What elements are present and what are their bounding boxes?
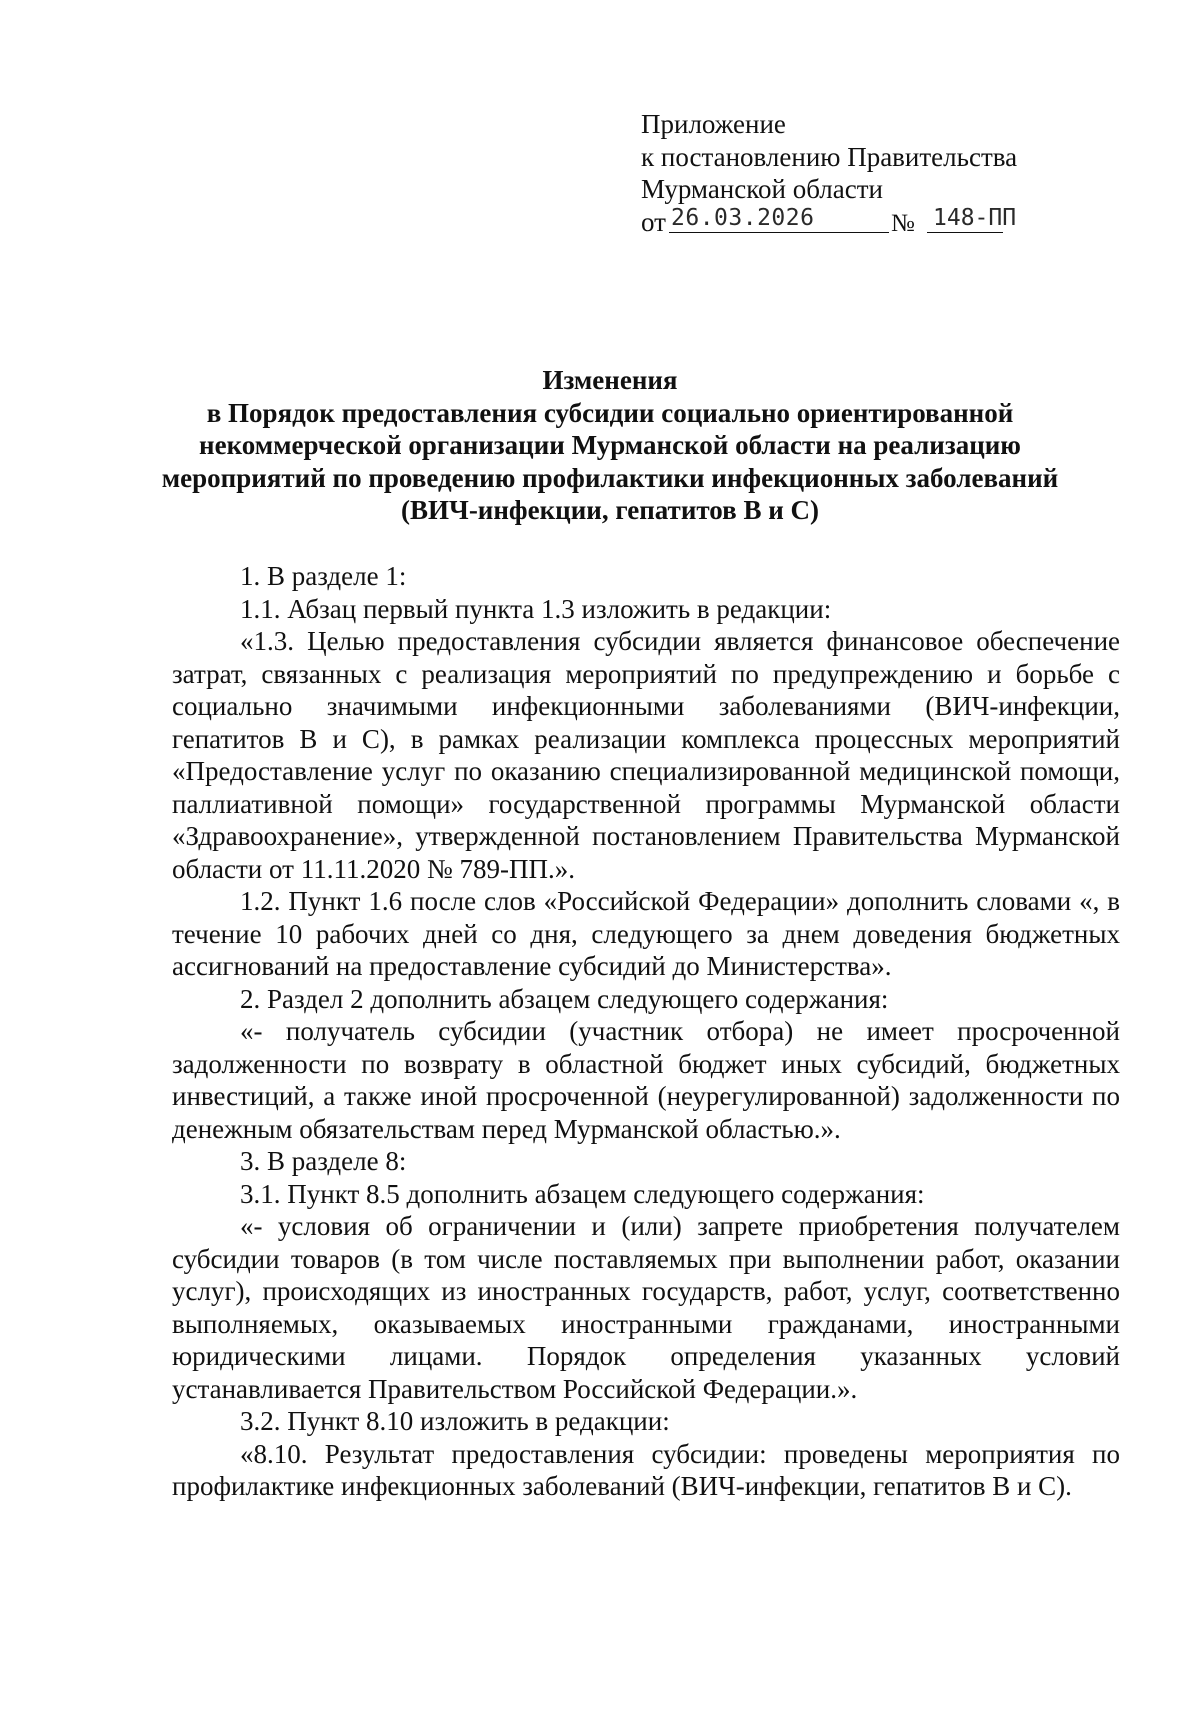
title-heading: Изменения [542,365,678,395]
paragraph: «- условия об ограничении и (или) запрете приобретения получателем субсидии товаров (в том числе поставляемых при выполнении работ, оказании услуг), происходящих из иностранных государств, работ, услуг, соответственно выполняемых, оказываемых иностранными гражданами, иностранными юридическими лицами. Порядок определения указанных условий устанавливается Правительством Российской Федерации.». [172,1211,1120,1404]
resolution-date: 26.03.2026 [669,202,889,233]
title-line-4: (ВИЧ-инфекции, гепатитов В и С) [401,495,819,525]
paragraph: 1.1. Абзац первый пункта 1.3 изложить в редакции: [240,593,832,624]
title-line-2: некоммерческой организации Мурманской области на реализацию [199,430,1021,460]
paragraph: 3.1. Пункт 8.5 дополнить абзацем следующего содержания: [240,1178,925,1209]
title-line-3: мероприятий по проведению профилактики инфекционных заболеваний [161,462,1059,493]
paragraph: «8.10. Результат предоставления субсидии: проведены мероприятия по профилактике инфекционных заболеваний (ВИЧ-инфекции, гепатитов В и С). [172,1438,1120,1501]
document-title [150,364,1070,527]
resolution-number: 148-ПП [927,202,1003,233]
paragraph: 3. В разделе 8: [240,1146,407,1176]
appendix-block [641,108,1017,239]
number-sign: № [891,209,915,237]
paragraph: «1.3. Целью предоставления субсидии является финансовое обеспечение затрат, связанных с реализация мероприятий по предупреждению и борьбе с социально значимыми инфекционными заболеваниями (ВИЧ-инфекции, гепатитов В и С), в рамках реализации комплекса процессных мероприятий «Предоставление услуг по оказанию специализированной медицинской помощи, паллиативной помощи» государственной программы Мурманской области «Здравоохранение», утвержденной постановлением Правительства Мурманской области от 11.11.2020 № 789-ПП.». [172,626,1120,884]
appendix-date-number-line [641,206,1017,239]
appendix-resolution-line: к постановлению Правительства [641,141,1018,172]
document-body [172,560,1120,1503]
appendix-region-line: Мурманской области [641,174,883,204]
paragraph: 1. В разделе 1: [240,561,407,591]
title-line-1: в Порядок предоставления субсидии социально ориентированной [206,397,1014,428]
from-label: от [641,206,666,237]
paragraph: 3.2. Пункт 8.10 изложить в редакции: [240,1406,670,1436]
paragraph: «- получатель субсидии (участник отбора) не имеет просроченной задолженности по возврату в областной бюджет иных субсидий, бюджетных инвестиций, а также иной просроченной (неурегулированной) задолженности по денежным обязательствам перед Мурманской областью.». [172,1016,1120,1144]
paragraph: 1.2. Пункт 1.6 после слов «Российской Федерации» дополнить словами «, в течение 10 рабочих дней со дня, следующего за днем доведения бюджетных ассигнований на предоставление субсидий до Министерства». [172,886,1120,981]
appendix-title: Приложение [641,109,786,139]
paragraph: 2. Раздел 2 дополнить абзацем следующего содержания: [240,983,889,1014]
